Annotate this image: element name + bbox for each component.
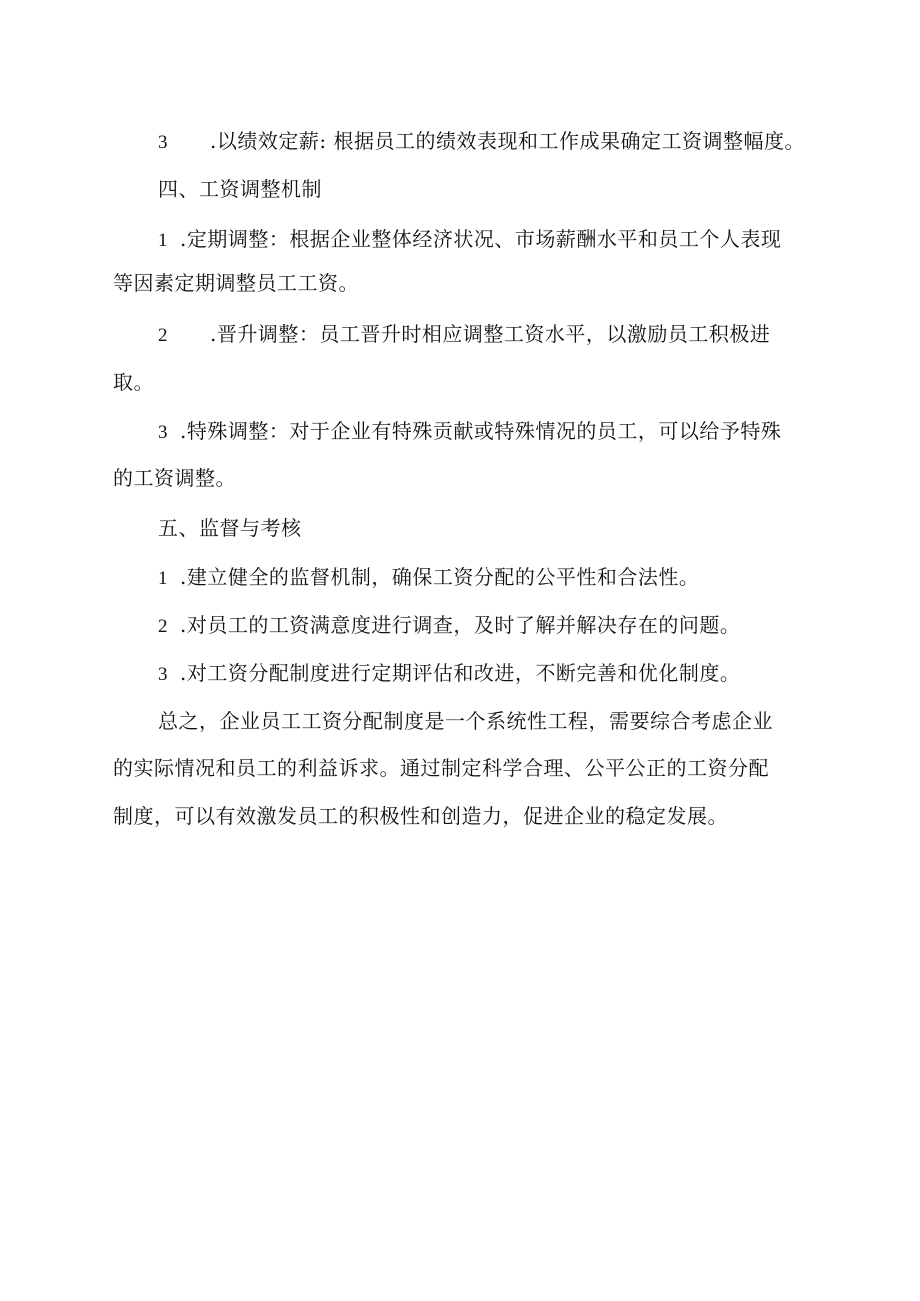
item-number: 3 bbox=[158, 664, 168, 685]
item-text: .晋升调整：员工晋升时相应调整工资水平，以激励员工积极进 bbox=[210, 322, 771, 346]
s5-item1 bbox=[158, 565, 699, 591]
s3-item3 bbox=[158, 129, 805, 155]
item-number: 1 bbox=[158, 230, 168, 251]
s4-item1-line1 bbox=[158, 227, 781, 253]
item-number: 3 bbox=[158, 422, 168, 443]
summary-line2: 的实际情况和员工的利益诉求。通过制定科学合理、公平公正的工资分配 bbox=[113, 756, 769, 780]
section-heading-supervision: 五、监督与考核 bbox=[158, 516, 302, 540]
s4-item1-line2: 等因素定期调整员工工资。 bbox=[113, 271, 359, 295]
item-text: .对工资分配制度进行定期评估和改进，不断完善和优化制度。 bbox=[180, 661, 741, 685]
item-number: 1 bbox=[158, 568, 168, 589]
s4-item2-line2: 取。 bbox=[113, 370, 154, 394]
summary-line1: 总之，企业员工工资分配制度是一个系统性工程，需要综合考虑企业 bbox=[158, 709, 773, 733]
s5-item3 bbox=[158, 661, 740, 687]
s4-item3-line1 bbox=[158, 419, 781, 445]
s5-item2 bbox=[158, 613, 740, 639]
item-text: .建立健全的监督机制，确保工资分配的公平性和合法性。 bbox=[180, 565, 700, 589]
item-text: .特殊调整：对于企业有特殊贡献或特殊情况的员工，可以给予特殊 bbox=[180, 419, 782, 443]
item-number: 2 bbox=[158, 325, 168, 346]
item-number: 3 bbox=[158, 132, 168, 153]
s4-item2-line1 bbox=[158, 322, 770, 348]
item-text: .定期调整：根据企业整体经济状况、市场薪酬水平和员工个人表现 bbox=[180, 227, 782, 251]
item-number: 2 bbox=[158, 616, 168, 637]
section-heading-adjustment: 四、工资调整机制 bbox=[158, 177, 322, 201]
item-text: .对员工的工资满意度进行调查，及时了解并解决存在的问题。 bbox=[180, 613, 741, 637]
summary-line3: 制度，可以有效激发员工的积极性和创造力，促进企业的稳定发展。 bbox=[113, 804, 728, 828]
item-text: .以绩效定薪: 根据员工的绩效表现和工作成果确定工资调整幅度。 bbox=[210, 129, 805, 153]
s4-item3-line2: 的工资调整。 bbox=[113, 466, 236, 490]
